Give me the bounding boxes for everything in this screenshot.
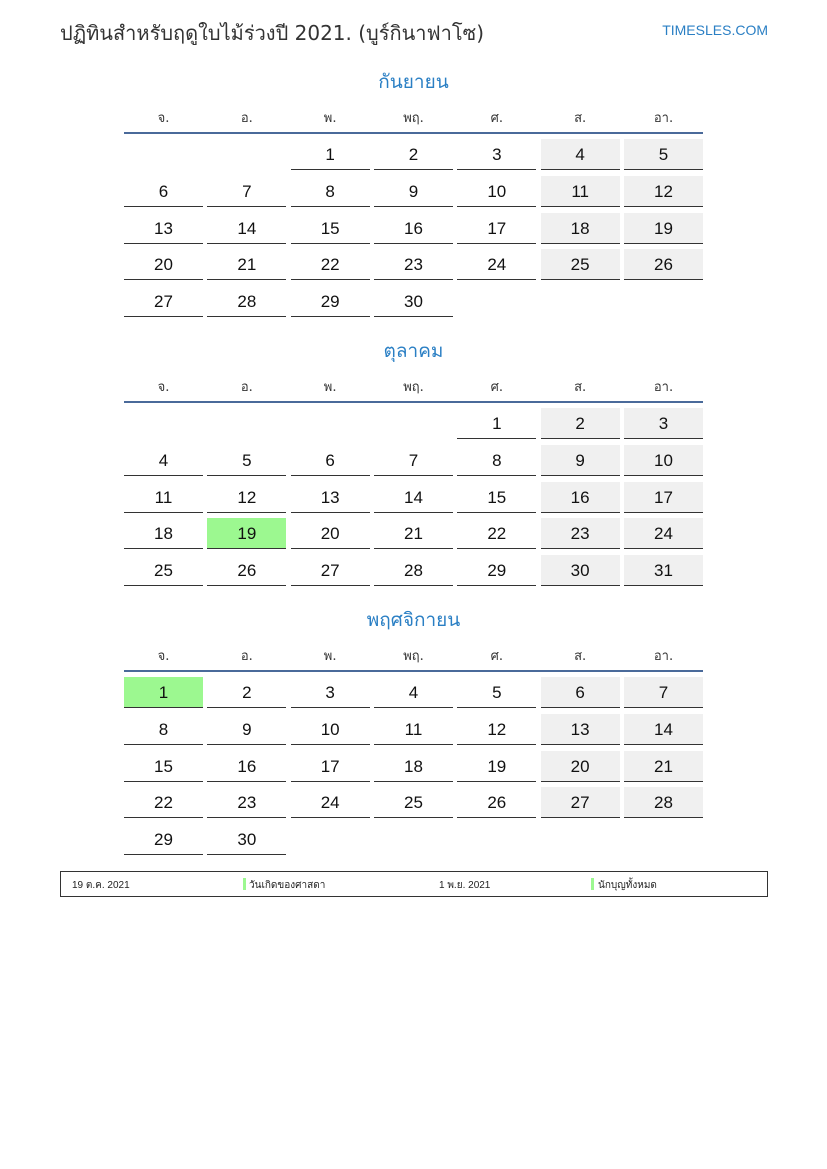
month-title: กันยายน xyxy=(378,71,449,93)
empty-cell xyxy=(207,408,286,438)
legend-label: นักบุญทั้งหมด xyxy=(598,880,657,891)
day-cell: 16 xyxy=(207,751,286,782)
weekday-label: ศ. xyxy=(490,111,503,126)
weekday-label: อา. xyxy=(653,380,674,395)
day-cell: 23 xyxy=(374,249,453,280)
empty-cell xyxy=(124,408,203,438)
day-cell: 22 xyxy=(291,249,370,280)
day-cell: 5 xyxy=(624,139,703,170)
day-cell: 10 xyxy=(457,176,536,207)
day-cell: 31 xyxy=(624,555,703,586)
day-cell: 30 xyxy=(207,824,286,855)
day-cell: 4 xyxy=(124,445,203,476)
day-cell: 15 xyxy=(457,482,536,513)
day-cell: 20 xyxy=(541,751,620,782)
weekday-label: จ. xyxy=(157,649,170,664)
weekday-label: อา. xyxy=(653,111,674,126)
day-cell: 19 xyxy=(624,213,703,244)
holiday-color-swatch xyxy=(591,878,594,890)
day-cell: 18 xyxy=(541,213,620,244)
day-cell: 26 xyxy=(207,555,286,586)
page-title: ปฏิทินสำหรับฤดูใบไม้ร่วงปี 2021. (บูร์กินาฟาโซ) xyxy=(60,21,485,45)
month-title: ตุลาคม xyxy=(383,340,444,362)
legend-date: 1 พ.ย. 2021 xyxy=(439,880,491,891)
day-cell: 21 xyxy=(207,249,286,280)
day-cell: 25 xyxy=(124,555,203,586)
weekday-label: พฤ. xyxy=(403,649,424,664)
empty-cell xyxy=(124,139,203,169)
weekday-label: ศ. xyxy=(490,380,503,395)
day-cell: 2 xyxy=(374,139,453,170)
day-cell: 10 xyxy=(624,445,703,476)
day-cell: 28 xyxy=(207,286,286,317)
weekday-label: อ. xyxy=(240,111,253,126)
weekday-header xyxy=(124,100,703,134)
day-cell: 24 xyxy=(291,787,370,818)
day-cell: 9 xyxy=(374,176,453,207)
day-cell: 14 xyxy=(374,482,453,513)
day-cell: 3 xyxy=(457,139,536,170)
day-cell: 11 xyxy=(124,482,203,513)
weekday-label: ส. xyxy=(574,649,587,664)
day-cell: 12 xyxy=(207,482,286,513)
month-title: พฤศจิกายน xyxy=(366,609,461,631)
day-cell: 3 xyxy=(624,408,703,439)
day-cell: 20 xyxy=(291,518,370,549)
weekday-label: พ. xyxy=(323,111,337,126)
weekday-header xyxy=(124,369,703,403)
day-cell: 29 xyxy=(291,286,370,317)
day-cell: 17 xyxy=(624,482,703,513)
day-cell: 28 xyxy=(624,787,703,818)
day-grid xyxy=(124,139,703,323)
day-cell: 2 xyxy=(541,408,620,439)
day-cell: 18 xyxy=(124,518,203,549)
day-cell: 8 xyxy=(124,714,203,745)
month-november xyxy=(124,606,703,861)
weekday-label: พฤ. xyxy=(403,380,424,395)
day-cell: 14 xyxy=(624,714,703,745)
day-cell: 14 xyxy=(207,213,286,244)
day-cell: 12 xyxy=(624,176,703,207)
holiday-day-cell: 19 xyxy=(207,518,286,549)
holiday-day-cell: 1 xyxy=(124,677,203,708)
day-cell: 7 xyxy=(207,176,286,207)
day-cell: 20 xyxy=(124,249,203,280)
day-cell: 25 xyxy=(541,249,620,280)
day-cell: 5 xyxy=(207,445,286,476)
day-cell: 9 xyxy=(207,714,286,745)
day-cell: 26 xyxy=(457,787,536,818)
empty-cell xyxy=(207,139,286,169)
day-cell: 29 xyxy=(457,555,536,586)
day-cell: 29 xyxy=(124,824,203,855)
day-grid xyxy=(124,408,703,592)
site-link[interactable]: TIMESLES.COM xyxy=(662,22,768,38)
weekday-label: อา. xyxy=(653,649,674,664)
day-cell: 13 xyxy=(541,714,620,745)
day-cell: 10 xyxy=(291,714,370,745)
day-cell: 19 xyxy=(457,751,536,782)
holiday-color-swatch xyxy=(243,878,246,890)
day-cell: 6 xyxy=(124,176,203,207)
weekday-label: อ. xyxy=(240,649,253,664)
day-grid xyxy=(124,677,703,861)
weekday-label: ส. xyxy=(574,111,587,126)
day-cell: 17 xyxy=(457,213,536,244)
day-cell: 17 xyxy=(291,751,370,782)
legend-date: 19 ต.ค. 2021 xyxy=(72,880,130,891)
weekday-label: จ. xyxy=(157,111,170,126)
day-cell: 23 xyxy=(207,787,286,818)
day-cell: 8 xyxy=(457,445,536,476)
legend-label: วันเกิดของศาสดา xyxy=(249,880,326,891)
day-cell: 27 xyxy=(541,787,620,818)
holiday-legend xyxy=(60,871,768,897)
month-october xyxy=(124,337,703,592)
weekday-label: จ. xyxy=(157,380,170,395)
day-cell: 1 xyxy=(291,139,370,170)
day-cell: 11 xyxy=(541,176,620,207)
day-cell: 8 xyxy=(291,176,370,207)
weekday-label: พ. xyxy=(323,649,337,664)
empty-cell xyxy=(291,408,370,438)
empty-cell xyxy=(374,408,453,438)
day-cell: 24 xyxy=(457,249,536,280)
day-cell: 25 xyxy=(374,787,453,818)
day-cell: 27 xyxy=(124,286,203,317)
month-september xyxy=(124,68,703,323)
weekday-label: ศ. xyxy=(490,649,503,664)
day-cell: 11 xyxy=(374,714,453,745)
day-cell: 18 xyxy=(374,751,453,782)
day-cell: 21 xyxy=(624,751,703,782)
day-cell: 21 xyxy=(374,518,453,549)
weekday-label: พฤ. xyxy=(403,111,424,126)
day-cell: 22 xyxy=(457,518,536,549)
day-cell: 22 xyxy=(124,787,203,818)
weekday-label: อ. xyxy=(240,380,253,395)
day-cell: 23 xyxy=(541,518,620,549)
day-cell: 28 xyxy=(374,555,453,586)
day-cell: 7 xyxy=(624,677,703,708)
day-cell: 12 xyxy=(457,714,536,745)
day-cell: 2 xyxy=(207,677,286,708)
day-cell: 1 xyxy=(457,408,536,439)
day-cell: 4 xyxy=(541,139,620,170)
day-cell: 16 xyxy=(541,482,620,513)
day-cell: 6 xyxy=(541,677,620,708)
day-cell: 15 xyxy=(124,751,203,782)
day-cell: 5 xyxy=(457,677,536,708)
day-cell: 9 xyxy=(541,445,620,476)
weekday-header xyxy=(124,638,703,672)
day-cell: 16 xyxy=(374,213,453,244)
weekday-label: ส. xyxy=(574,380,587,395)
day-cell: 30 xyxy=(374,286,453,317)
day-cell: 13 xyxy=(124,213,203,244)
day-cell: 13 xyxy=(291,482,370,513)
day-cell: 26 xyxy=(624,249,703,280)
day-cell: 30 xyxy=(541,555,620,586)
day-cell: 7 xyxy=(374,445,453,476)
day-cell: 6 xyxy=(291,445,370,476)
day-cell: 4 xyxy=(374,677,453,708)
day-cell: 24 xyxy=(624,518,703,549)
day-cell: 3 xyxy=(291,677,370,708)
weekday-label: พ. xyxy=(323,380,337,395)
day-cell: 27 xyxy=(291,555,370,586)
day-cell: 15 xyxy=(291,213,370,244)
